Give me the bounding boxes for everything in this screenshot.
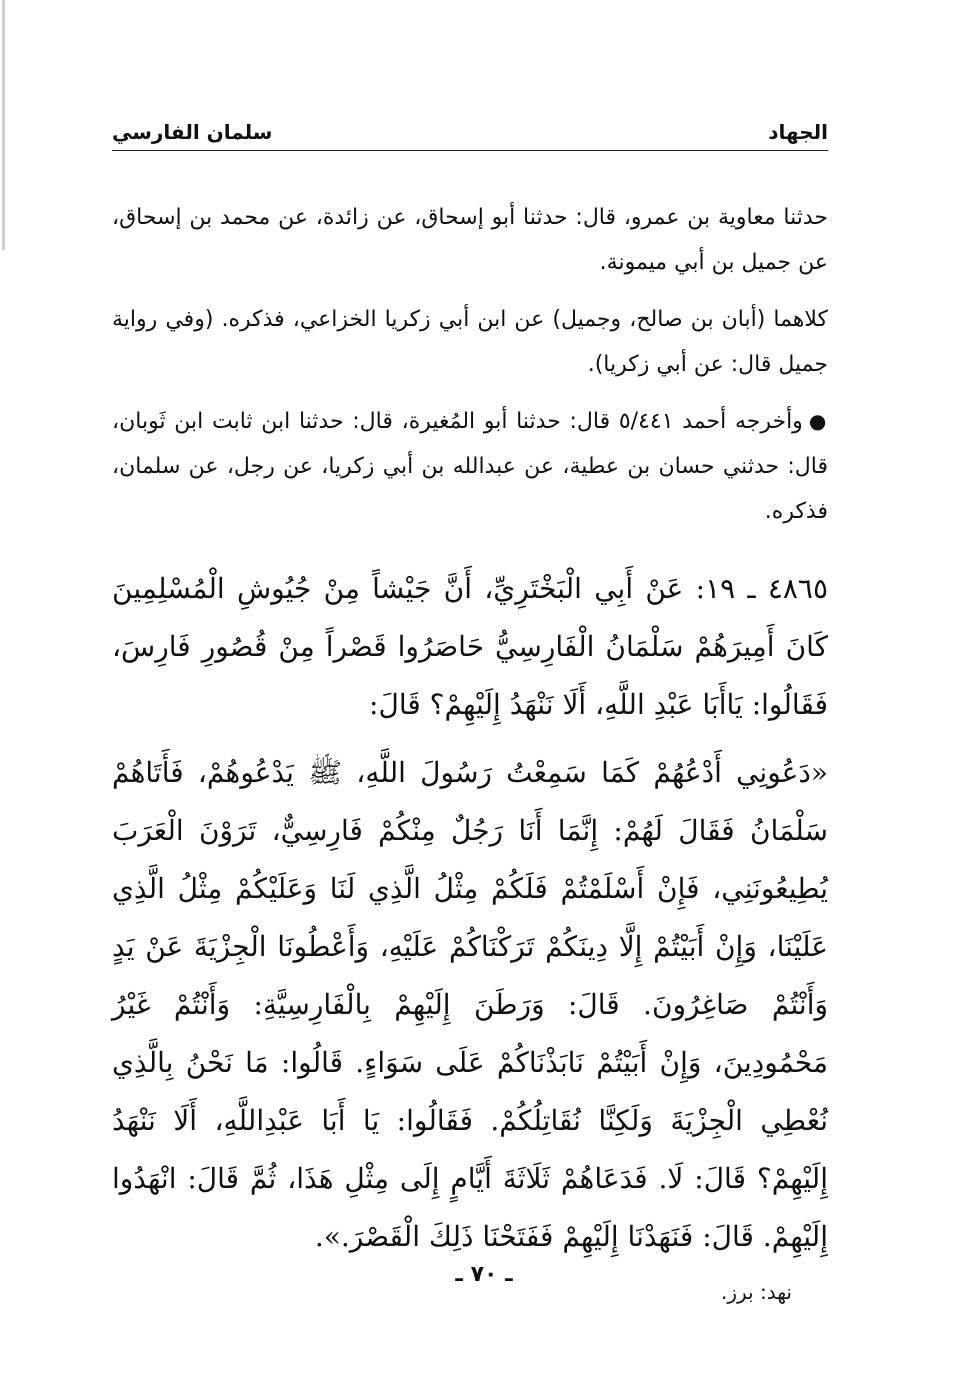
isnad-note-3 — [112, 399, 828, 534]
hadith-text: «دَعُونِي أَدْعُهُمْ كَمَا سَمِعْتُ رَسُولَ اللَّهِ، ﷺ يَدْعُوهُمْ، فَأَتَاهُمْ سَلْمَانُ فَقَالَ لَهُمْ: إِنَّمَا أَنَا رَجُلٌ مِنْكُمْ فَارِسِيٌّ، تَرَوْنَ الْعَرَبَ يُطِيعُونَنِي، فَإِنْ أَسْلَمْتُمْ فَلَكُمْ مِثْلُ الَّذِي لَنَا وَعَلَيْكُمْ مِثْلُ الَّذِي عَلَيْنَا، وَإِنْ أَبَيْتُمْ إِلَّا دِينَكُمْ تَرَكْنَاكُمْ عَلَيْهِ، وَأَعْطُونَا الْجِزْيَةَ عَنْ يَدٍ وَأَنْتُمْ صَاغِرُونَ. قَالَ: وَرَطَنَ إِلَيْهِمْ بِالْفَارِسِيَّةِ: وَأَنْتُمْ غَيْرُ مَحْمُودِينَ، وَإِنْ أَبَيْتُمْ نَابَذْنَاكُمْ عَلَى سَوَاءٍ. قَالُوا: مَا نَحْنُ بِالَّذِي نُعْطِي الْجِزْيَةَ وَلَكِنَّا نُقَاتِلُكُمْ. فَقَالُوا: يَا أَبَا عَبْدِاللَّهِ، أَلَا نَنْهَدُ إِلَيْهِمْ؟ قَالَ: لَا. فَدَعَاهُمْ ثَلَاثَةَ أَيَّامٍ إِلَى مِثْلِ هَذَا، ثُمَّ قَالَ: انْهَدُوا إِلَيْهِمْ. قَالَ: فَنَهَدْنَا إِلَيْهِمْ فَفَتَحْنَا ذَلِكَ الْقَصْرَ.». — [112, 756, 829, 1253]
isnad-note-3-text: وأخرجه أحمد ٥/٤٤١ قال: حدثنا أبو المُغيرة، قال: حدثنا ابن ثابت ابن ثَوبان، قال: حدثني حسان بن عطية، عن عبدالله بن أبي زكريا، عن رجل، عن سلمان، فذكره. — [112, 409, 828, 524]
isnad-note-1: حدثنا معاوية بن عمرو، قال: حدثنا أبو إسحاق، عن زائدة، عن محمد بن إسحاق، عن جميل بن أبي ميمونة. — [112, 205, 828, 275]
isnad-note-2: كلاهما (أبان بن صالح، وجميل) عن ابن أبي زكريا الخزاعي، فذكره. (وفي رواية جميل قال: عن أبي زكريا). — [112, 307, 828, 377]
vocabulary-gloss: نهد: برز. — [721, 1280, 792, 1304]
running-header — [112, 110, 828, 151]
page-body — [112, 110, 828, 1312]
bullet-icon: ● — [808, 409, 828, 433]
header-section-title: سلمان الفارسي — [112, 120, 273, 144]
scan-edge-line — [2, 0, 5, 250]
page-number: ـ ٧٠ ـ — [455, 1262, 513, 1287]
hadith-intro: ٤٨٦٥ ـ ١٩: عَنْ أَبِي الْبَخْتَرِيِّ، أَنَّ جَيْشاً مِنْ جُيُوشِ الْمُسْلِمِينَ كَانَ أَمِيرَهُمْ سَلْمَانُ الْفَارِسِيُّ حَاصَرُوا قَصْراً مِنْ قُصُورِ فَارِسَ، فَقَالُوا: يَاأَبَا عَبْدِ اللَّهِ، أَلَا نَنْهَدُ إِلَيْهِمْ؟ قَالَ: — [112, 572, 828, 721]
header-chapter-title: الجهاد — [768, 120, 828, 144]
